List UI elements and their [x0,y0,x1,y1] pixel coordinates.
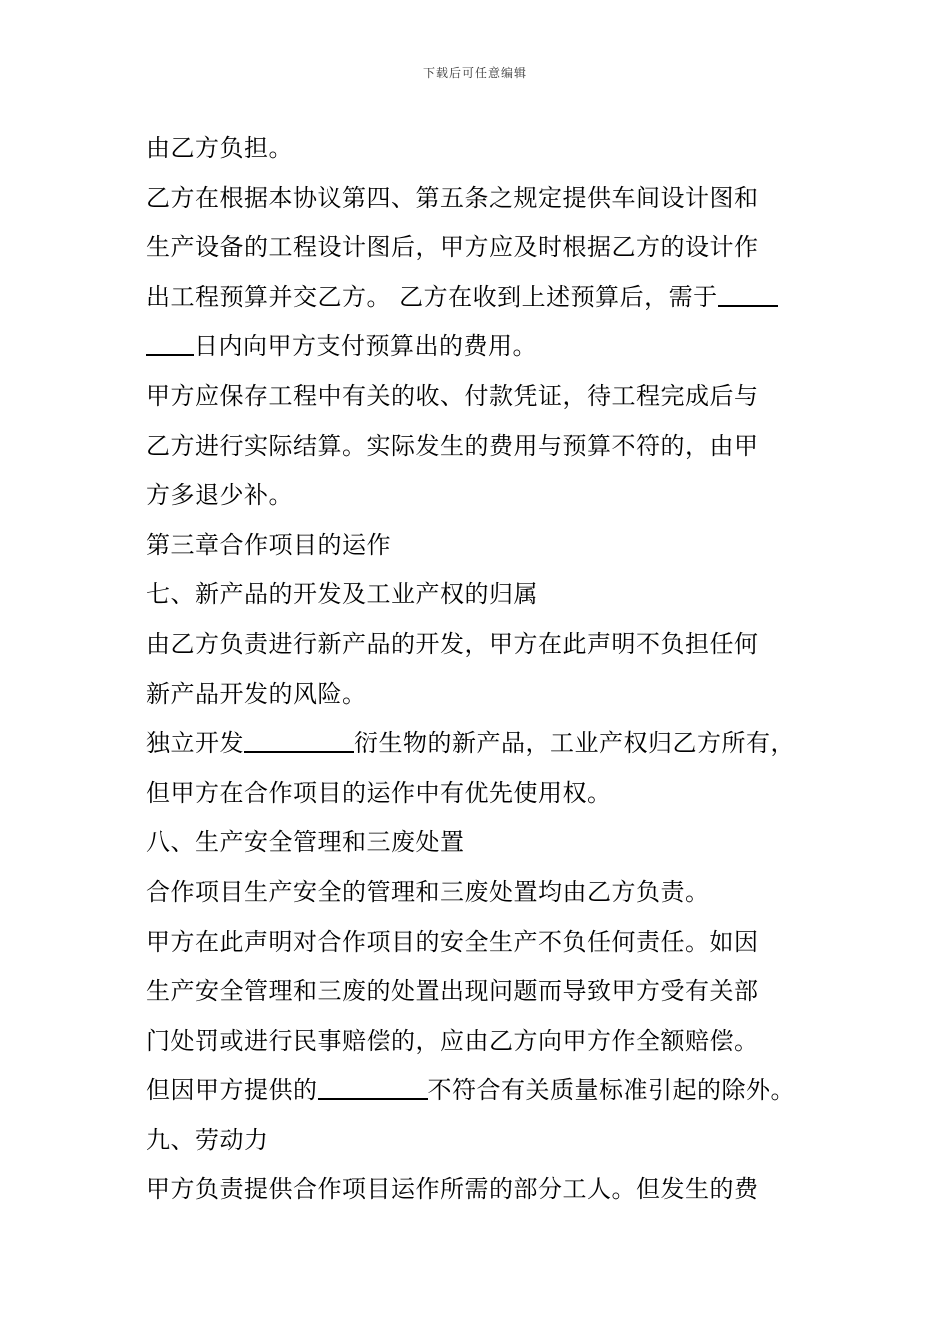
text-line: 生产安全管理和三废的处置出现问题而导致甲方受有关部 [146,977,759,1006]
text-line: 乙方在根据本协议第四、第五条之规定提供车间设计图和 [146,183,759,212]
text-line: 由乙方负担。 [146,134,293,162]
text-line: 但甲方在合作项目的运作中有优先使用权。 [146,778,612,807]
text-line-with-blank [146,719,846,769]
text-segment: 不符合有关质量标准引起的除外。 [427,1076,795,1105]
text-line: 甲方负责提供合作项目运作所需的部分工人。但发生的费 [146,1175,759,1204]
text-segment: 独立开发 [146,729,244,758]
text-line-with-blank [146,1066,846,1116]
text-line: 新产品开发的风险。 [146,679,367,708]
fill-in-blank [146,330,194,356]
document-body [146,124,846,1215]
fill-in-blank [244,727,354,753]
text-line: 方多退少补。 [146,481,293,510]
section-heading: 九、劳动力 [146,1125,269,1154]
text-line-with-blank [146,322,846,372]
text-segment: 但因甲方提供的 [146,1076,318,1105]
text-line: 合作项目生产安全的管理和三废处置均由乙方负责。 [146,877,710,906]
fill-in-blank [718,281,778,307]
text-line: 乙方进行实际结算。实际发生的费用与预算不符的，由甲 [146,431,759,460]
text-line-with-blank [146,273,846,323]
section-heading: 八、生产安全管理和三废处置 [146,828,465,857]
text-segment: 衍生物的新产品，工业产权归乙方所有， [354,729,795,758]
text-line: 由乙方负责进行新产品的开发，甲方在此声明不负担任何 [146,629,759,658]
text-line: 门处罚或进行民事赔偿的，应由乙方向甲方作全额赔偿。 [146,1026,759,1055]
page-header-note: 下载后可任意编辑 [422,66,527,80]
text-line: 甲方在此声明对合作项目的安全生产不负任何责任。如因 [146,927,759,956]
chapter-heading: 第三章合作项目的运作 [146,530,391,559]
section-heading: 七、新产品的开发及工业产权的归属 [146,580,538,609]
text-segment: 日内向甲方支付预算出的费用。 [194,332,537,361]
text-line: 生产设备的工程设计图后，甲方应及时根据乙方的设计作 [146,233,759,262]
text-segment: 出工程预算并交乙方。 乙方在收到上述预算后，需于 [146,282,718,311]
fill-in-blank [318,1074,428,1100]
text-line: 甲方应保存工程中有关的收、付款凭证，待工程完成后与 [146,381,759,410]
